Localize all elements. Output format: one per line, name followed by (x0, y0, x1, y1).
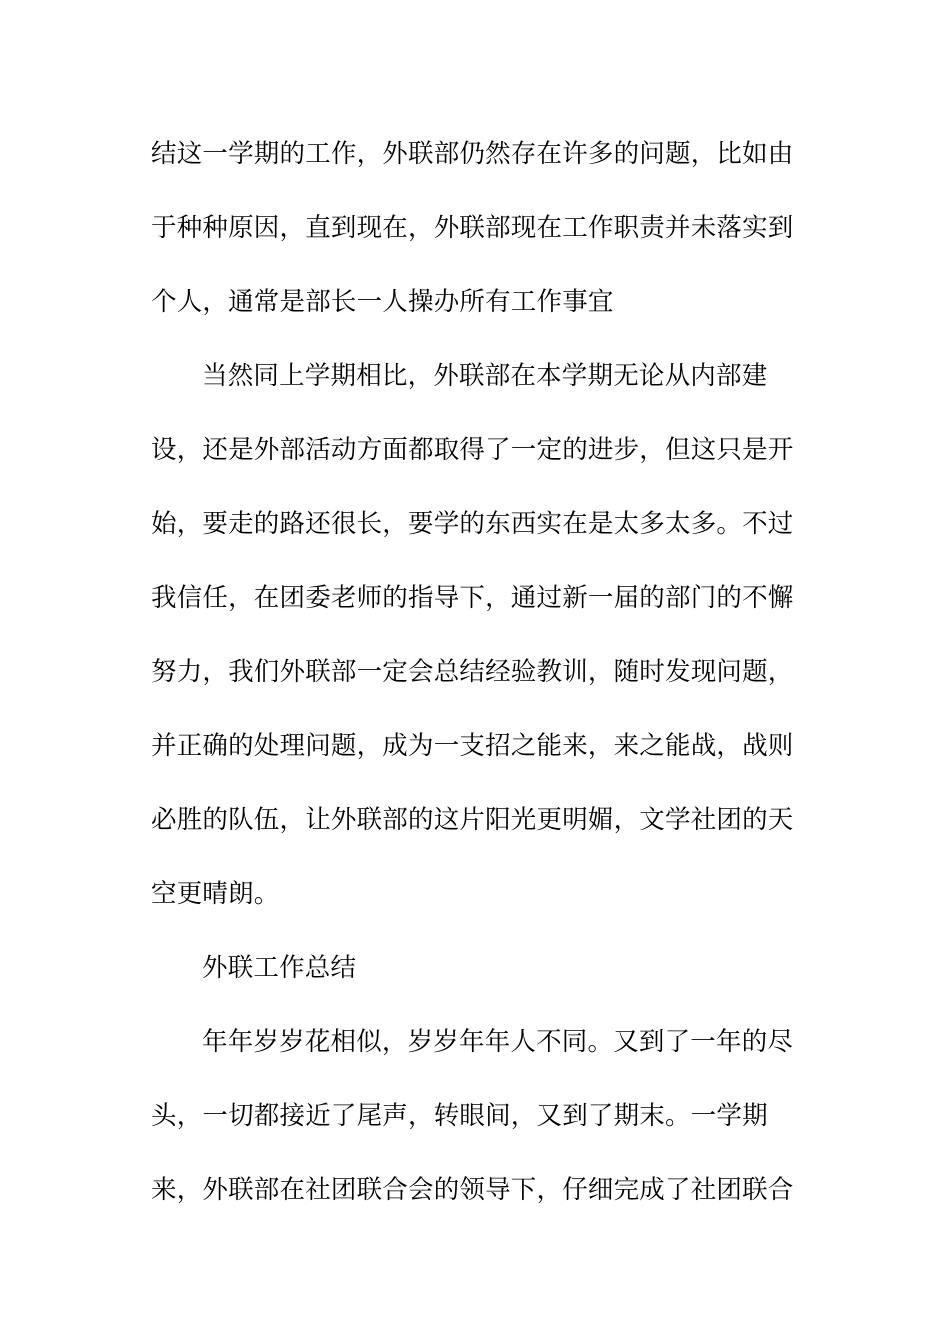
paragraph-line-11: 空更晴朗。 (151, 879, 280, 909)
paragraph-line-3: 个人，通常是部长一人操办所有工作事宜 (151, 287, 614, 317)
paragraph-line-13: 头，一切都接近了尾声，转眼间，又到了期末。一学期 (151, 1101, 768, 1131)
paragraph-line-4: 当然同上学期相比，外联部在本学期无论从内部建 (202, 361, 768, 391)
paragraph-line-8: 努力，我们外联部一定会总结经验教训，随时发现问题， (151, 657, 794, 687)
paragraph-line-10: 必胜的队伍，让外联部的这片阳光更明媚，文学社团的天 (151, 805, 794, 835)
paragraph-line-14: 来，外联部在社团联合会的领导下，仔细完成了社团联合 (151, 1175, 794, 1205)
paragraph-line-2: 于种种原因，直到现在，外联部现在工作职责并未落实到 (151, 213, 794, 243)
paragraph-line-12: 年年岁岁花相似，岁岁年年人不同。又到了一年的尽 (202, 1027, 794, 1057)
paragraph-line-6: 始，要走的路还很长，要学的东西实在是太多太多。不过 (151, 509, 794, 539)
paragraph-line-1: 结这一学期的工作，外联部仍然存在许多的问题，比如由 (151, 139, 794, 169)
section-title: 外联工作总结 (202, 953, 357, 983)
paragraph-line-5: 设，还是外部活动方面都取得了一定的进步，但这只是开 (151, 435, 794, 465)
paragraph-line-9: 并正确的处理问题，成为一支招之能来，来之能战，战则 (151, 731, 794, 761)
paragraph-line-7: 我信任，在团委老师的指导下，通过新一届的部门的不懈 (151, 583, 794, 613)
